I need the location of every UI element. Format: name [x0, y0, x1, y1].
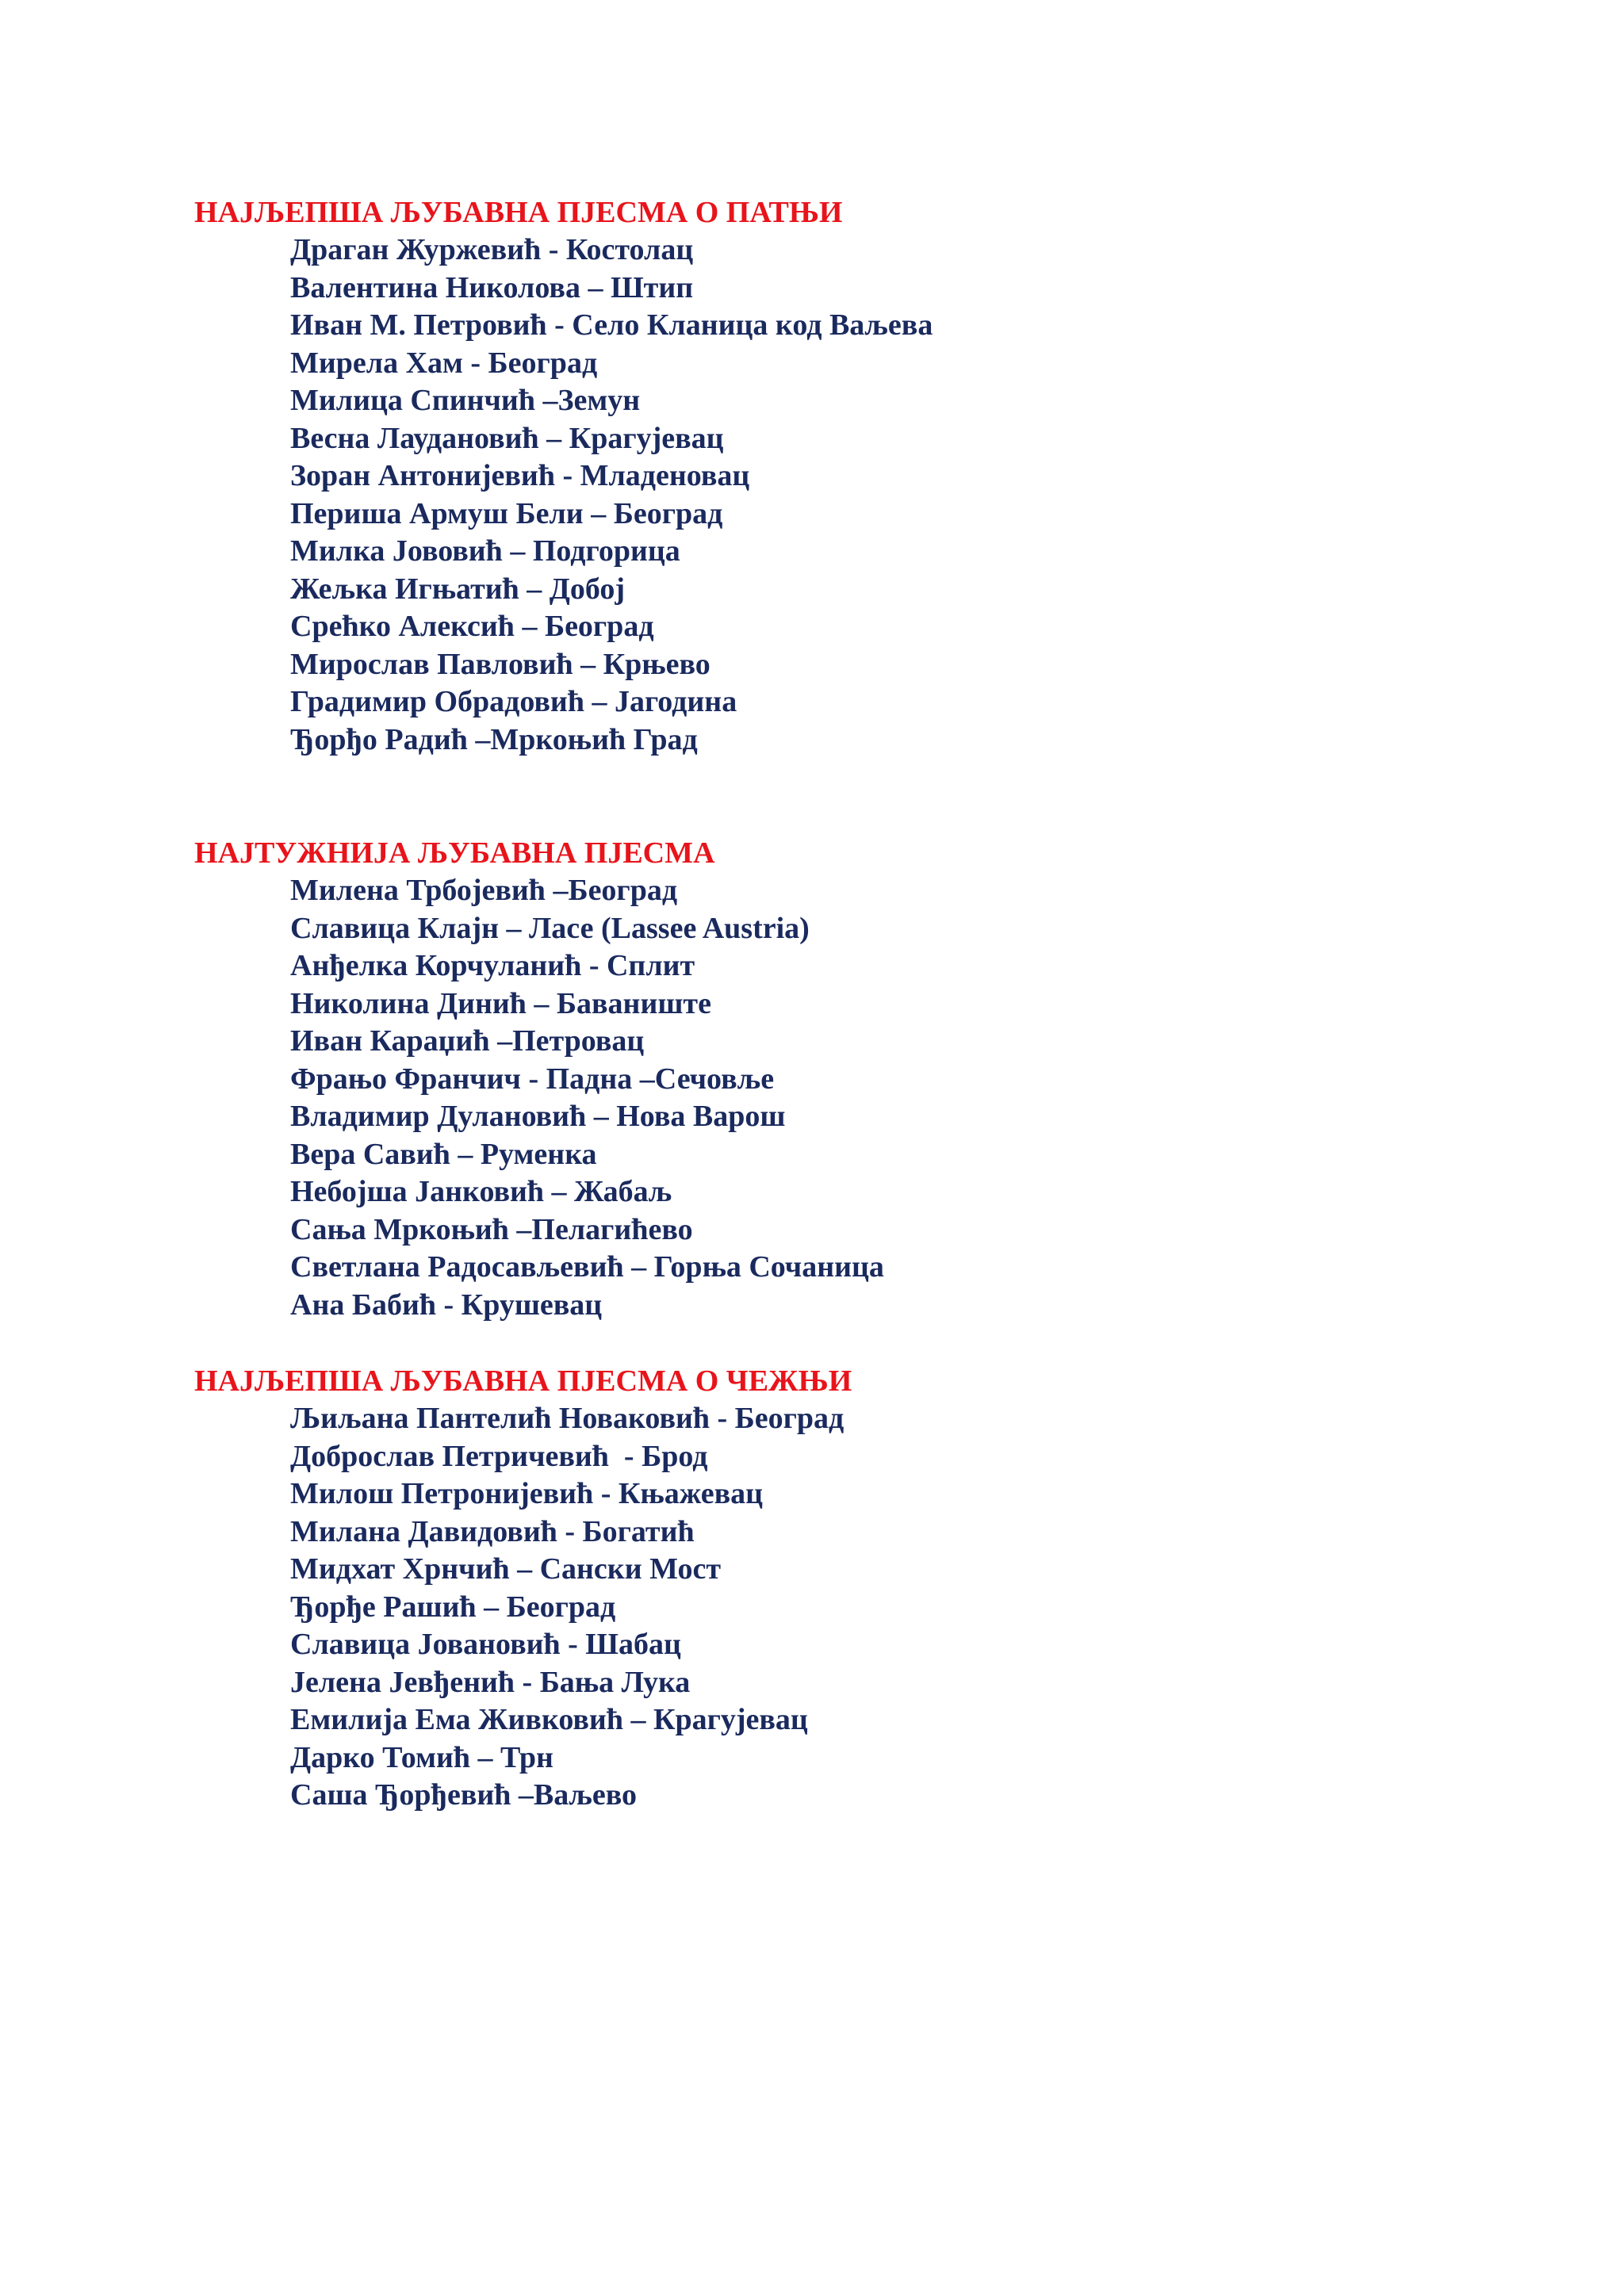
list-item: Доброслав Петричевић - Брод [290, 1439, 708, 1473]
list-item: Жељка Игњатић – Добој [290, 572, 626, 606]
list-item: Ана Бабић - Крушевац [290, 1288, 603, 1322]
list-item: Николина Динић – Баваниште [290, 986, 711, 1020]
list-item: Фрањо Франчич - Падна –Сечовље [290, 1062, 775, 1096]
list-item: Мидхат Хрнчић – Сански Мост [290, 1552, 721, 1586]
list-item: Дарко Томић – Трн [290, 1740, 553, 1774]
list-item: Владимир Дулановић – Нова Варош [290, 1100, 786, 1133]
list-item: Валентина Николова – Штип [290, 270, 694, 304]
list-item: Ђорђо Радић –Мркоњић Град [290, 722, 698, 756]
entry-list [194, 872, 884, 1324]
list-item: Вера Савић – Руменка [290, 1137, 597, 1171]
list-item: Периша Армуш Бели – Београд [290, 496, 723, 530]
list-item: Ђорђе Рашић – Београд [290, 1590, 616, 1624]
list-item: Славица Јовановић - Шабац [290, 1628, 681, 1661]
section-pain [194, 193, 933, 759]
list-item: Градимир Обрадовић – Јагодина [290, 685, 737, 718]
list-item: Иван М. Петровић - Село Кланица код Ваљева [290, 308, 933, 342]
list-item: Саша Ђорђевић –Ваљево [290, 1778, 637, 1812]
list-item: Мирела Хам - Београд [290, 346, 598, 380]
list-item: Јелена Јевђенић - Бања Лука [290, 1665, 691, 1699]
list-item: Мирослав Павловић – Крњево [290, 647, 710, 681]
list-item: Милош Петронијевић - Књажевац [290, 1477, 764, 1510]
section-saddest [194, 834, 884, 1324]
list-item: Славица Клајн – Ласе (Lassee Austria) [290, 911, 810, 945]
entry-list [194, 232, 933, 759]
list-item: Зоран Антонијевић - Младеновац [290, 459, 750, 492]
section-longing [194, 1362, 852, 1815]
list-item: Светлана Радосављевић – Горња Сочаница [290, 1250, 884, 1284]
list-item: Срећко Алексић – Београд [290, 610, 654, 643]
list-item: Милка Јововић – Подгорица [290, 534, 680, 568]
list-item: Иван Караџић –Петровац [290, 1024, 645, 1058]
list-item: Небојша Јанковић – Жабаљ [290, 1175, 672, 1208]
list-item: Анђелка Корчуланић - Сплит [290, 949, 695, 982]
list-item: Милица Спинчић –Земун [290, 384, 641, 417]
list-item: Милана Давидовић - Богатић [290, 1514, 695, 1548]
list-item: Драган Журжевић - Костолац [290, 233, 694, 266]
section-title: НАЈТУЖНИЈА ЉУБАВНА ПЈЕСМА [194, 836, 715, 870]
list-item: Сања Мркоњић –Пелагићево [290, 1212, 693, 1246]
section-title: НАЈЉЕПША ЉУБАВНА ПЈЕСМА О ЧЕЖЊИ [194, 1364, 852, 1398]
section-title: НАЈЉЕПША ЉУБАВНА ПЈЕСМА О ПАТЊИ [194, 196, 843, 229]
list-item: Љиљана Пантелић Новаковић - Београд [290, 1402, 845, 1435]
list-item: Милена Трбојевић –Београд [290, 874, 678, 907]
entry-list [194, 1400, 852, 1815]
list-item: Весна Лаудановић – Крагујевац [290, 421, 724, 455]
list-item: Емилија Ема Живковић – Крагујевац [290, 1703, 808, 1736]
